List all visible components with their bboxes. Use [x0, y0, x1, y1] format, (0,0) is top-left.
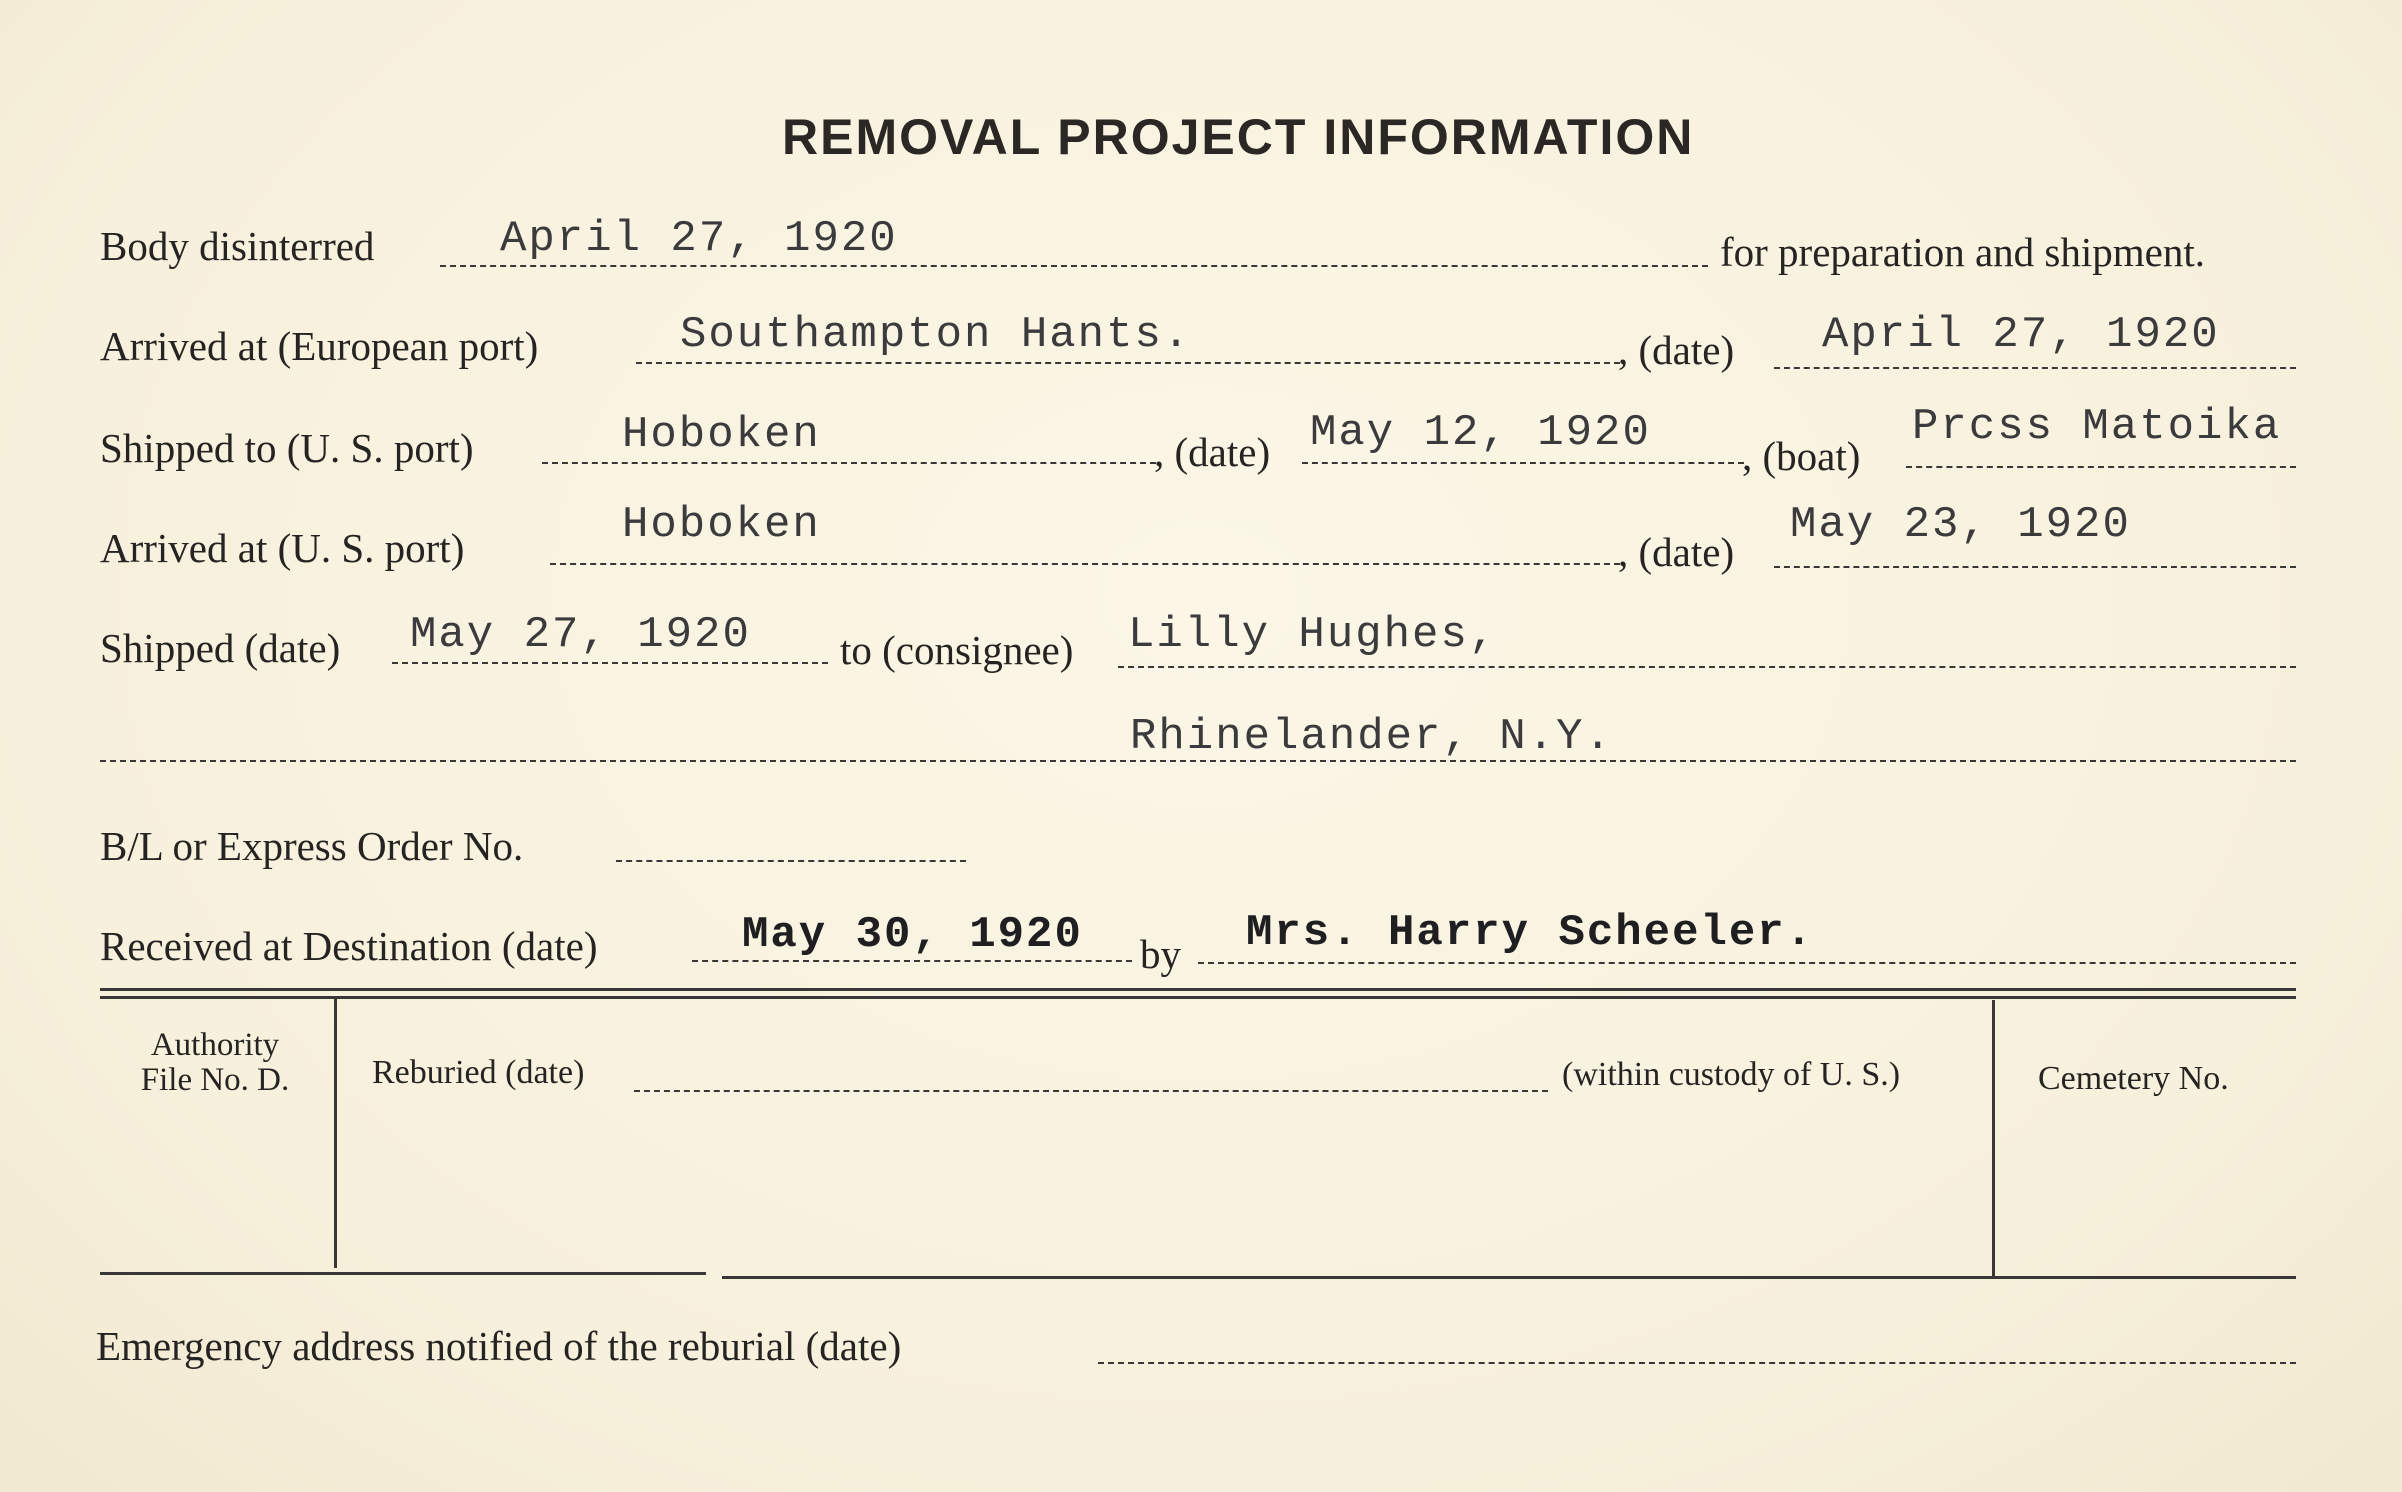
european-port-date-label: , (date) — [1618, 327, 1735, 373]
us-port-arrived-label: Arrived at (U. S. port) — [100, 525, 465, 571]
emergency-line — [1098, 1362, 2296, 1364]
us-port-arrived-date-label: , (date) — [1618, 529, 1735, 575]
received-date-value: May 30, 1920 — [742, 910, 1083, 960]
bl-order-label: B/L or Express Order No. — [100, 823, 524, 869]
european-port-label: Arrived at (European port) — [100, 323, 539, 369]
us-port-shipped-date-line — [1302, 462, 1744, 464]
european-port-line — [636, 362, 1620, 364]
card-title: REMOVAL PROJECT INFORMATION — [782, 109, 1695, 165]
table-bottom-rule-left — [100, 1272, 706, 1275]
reburied-line — [634, 1090, 1548, 1092]
us-port-shipped-date-label: , (date) — [1154, 429, 1271, 475]
us-port-arrived-date-line — [1774, 566, 2296, 568]
custody-label: (within custody of U. S.) — [1562, 1056, 1901, 1093]
cemetery-label: Cemetery No. — [2038, 1060, 2229, 1097]
authority-line-1: Authority — [150, 1027, 280, 1063]
emergency-label: Emergency address notified of the reburial (date) — [96, 1323, 902, 1369]
european-port-value: Southampton Hants. — [680, 310, 1192, 360]
european-port-date-value: April 27, 1920 — [1822, 310, 2220, 360]
us-port-shipped-line — [542, 462, 1156, 464]
consignee-address: Rhinelander, N.Y. — [1130, 712, 1613, 762]
us-port-shipped-date-value: May 12, 1920 — [1310, 408, 1651, 458]
european-port-date-line — [1774, 367, 2296, 369]
table-divider-left — [334, 996, 337, 1268]
us-port-arrived-line — [550, 563, 1620, 565]
shipped-date-line — [392, 662, 828, 664]
body-disinterred-value: April 27, 1920 — [500, 214, 898, 264]
authority-line-2: File No. D. — [140, 1061, 290, 1098]
boat-line — [1906, 466, 2296, 468]
received-by-line — [1198, 962, 2296, 964]
received-date-line — [692, 960, 1132, 962]
table-top-rule-inner — [100, 996, 2296, 999]
received-by-value: Mrs. Harry Scheeler. — [1246, 908, 1815, 958]
boat-label: , (boat) — [1742, 433, 1861, 479]
bl-order-line — [616, 860, 966, 862]
boat-value: Prcss Matoika — [1912, 402, 2282, 452]
us-port-arrived-date-value: May 23, 1920 — [1790, 500, 2131, 550]
table-bottom-rule-right — [722, 1276, 2296, 1279]
body-disinterred-label: Body disinterred — [100, 223, 375, 269]
authority-heading — [112, 1028, 318, 1097]
body-disinterred-line — [440, 265, 1708, 267]
body-disinterred-suffix: for preparation and shipment. — [1720, 229, 2206, 275]
us-port-shipped-value: Hoboken — [622, 410, 821, 460]
consignee-line — [1118, 666, 2296, 668]
received-label: Received at Destination (date) — [100, 923, 598, 969]
shipped-date-value: May 27, 1920 — [410, 610, 751, 660]
us-port-arrived-value: Hoboken — [622, 500, 821, 550]
us-port-shipped-label: Shipped to (U. S. port) — [100, 425, 474, 471]
table-top-rule — [100, 988, 2296, 991]
received-by-label: by — [1140, 931, 1181, 977]
shipped-date-label: Shipped (date) — [100, 625, 341, 671]
consignee-name: Lilly Hughes, — [1128, 610, 1498, 660]
consignee-label: to (consignee) — [840, 627, 1074, 673]
reburied-label: Reburied (date) — [372, 1054, 585, 1091]
table-divider-right — [1992, 1000, 1995, 1276]
